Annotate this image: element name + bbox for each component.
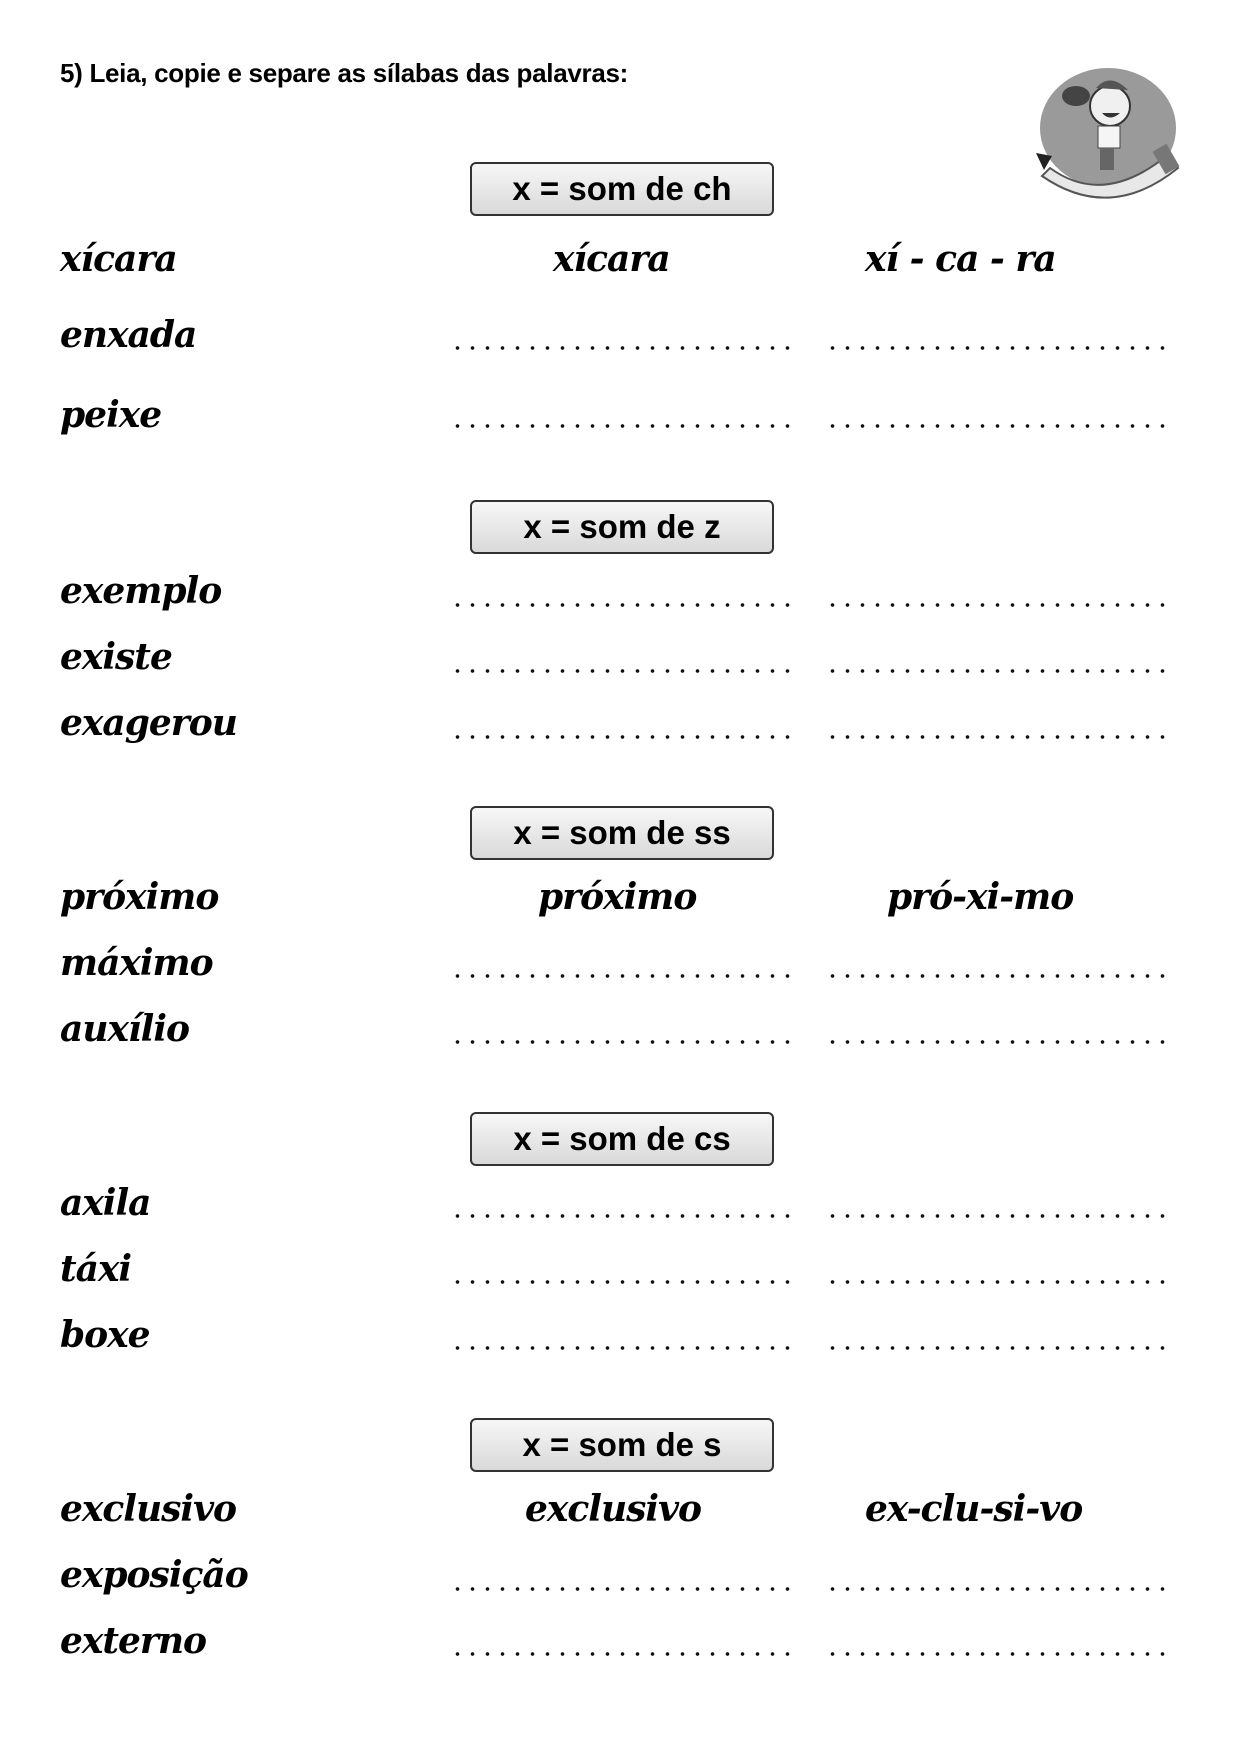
- word-item: próximo: [60, 876, 219, 918]
- word-item: enxada: [60, 314, 197, 356]
- copy-answer-line[interactable]: [450, 602, 795, 608]
- copy-answer-line[interactable]: [450, 1213, 795, 1219]
- word-item: xícara: [60, 238, 177, 280]
- syllables-answer-line[interactable]: [825, 1651, 1170, 1657]
- section-header-s: x = som de s: [470, 1418, 774, 1472]
- word-item: peixe: [60, 394, 162, 436]
- syllables-example: pró-xi-mo: [887, 876, 1074, 918]
- section-header-z: x = som de z: [470, 500, 774, 554]
- word-item: exemplo: [60, 570, 222, 612]
- syllables-example: xí - ca - ra: [865, 238, 1056, 280]
- syllables-answer-line[interactable]: [825, 345, 1170, 351]
- copy-answer-line[interactable]: [450, 1279, 795, 1285]
- syllables-answer-line[interactable]: [825, 1213, 1170, 1219]
- word-item: axila: [60, 1182, 151, 1224]
- word-item: táxi: [60, 1248, 132, 1290]
- word-item: exclusivo: [60, 1488, 237, 1530]
- syllables-answer-line[interactable]: [825, 1039, 1170, 1045]
- word-item: exagerou: [60, 702, 237, 744]
- syllables-answer-line[interactable]: [825, 973, 1170, 979]
- copy-answer-line[interactable]: [450, 1345, 795, 1351]
- exercise-title: 5) Leia, copie e separe as sílabas das palavras:: [60, 58, 629, 88]
- copy-answer-line[interactable]: [450, 345, 795, 351]
- word-item: boxe: [60, 1314, 150, 1356]
- section-header-ss: x = som de ss: [470, 806, 774, 860]
- copy-example: exclusivo: [525, 1488, 702, 1530]
- syllables-answer-line[interactable]: [825, 668, 1170, 674]
- syllables-answer-line[interactable]: [825, 734, 1170, 740]
- word-item: externo: [60, 1620, 207, 1662]
- syllables-answer-line[interactable]: [825, 602, 1170, 608]
- copy-answer-line[interactable]: [450, 668, 795, 674]
- copy-example: próximo: [538, 876, 697, 918]
- syllables-answer-line[interactable]: [825, 1586, 1170, 1592]
- section-header-cs: x = som de cs: [470, 1112, 774, 1166]
- section-header-ch: x = som de ch: [470, 162, 774, 216]
- syllables-answer-line[interactable]: [825, 1279, 1170, 1285]
- word-item: auxílio: [60, 1008, 190, 1050]
- word-item: máximo: [60, 942, 213, 984]
- copy-answer-line[interactable]: [450, 423, 795, 429]
- word-item: existe: [60, 636, 172, 678]
- word-item: exposição: [60, 1554, 248, 1596]
- copy-example: xícara: [553, 238, 670, 280]
- copy-answer-line[interactable]: [450, 1651, 795, 1657]
- syllables-answer-line[interactable]: [825, 423, 1170, 429]
- copy-answer-line[interactable]: [450, 1586, 795, 1592]
- copy-answer-line[interactable]: [450, 973, 795, 979]
- copy-answer-line[interactable]: [450, 734, 795, 740]
- boy-riding-pencil-icon: [1030, 58, 1180, 208]
- syllables-example: ex-clu-si-vo: [865, 1488, 1083, 1530]
- syllables-answer-line[interactable]: [825, 1345, 1170, 1351]
- copy-answer-line[interactable]: [450, 1039, 795, 1045]
